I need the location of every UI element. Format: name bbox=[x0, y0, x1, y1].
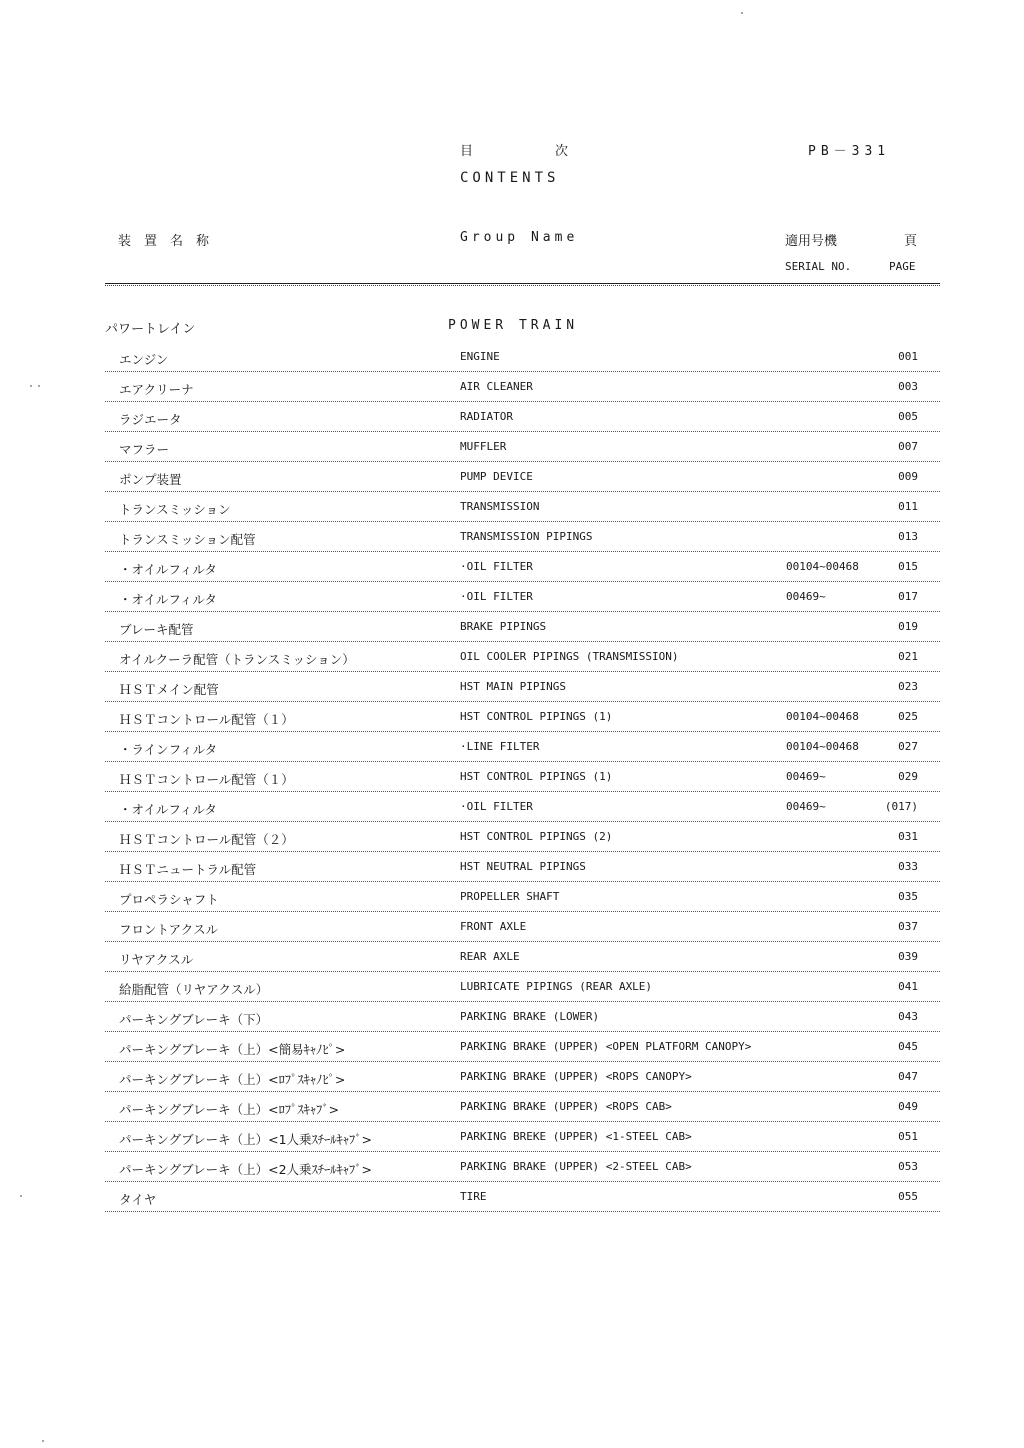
column-header-page: PAGE bbox=[889, 260, 916, 273]
row-name-jp: ＨＳＴニュートラル配管 bbox=[119, 862, 257, 877]
row-name-en: MUFFLER bbox=[460, 440, 507, 453]
table-row bbox=[105, 642, 940, 672]
scan-speck bbox=[38, 385, 40, 387]
table-row bbox=[105, 492, 940, 522]
row-name-jp: ＨＳＴコントロール配管（２） bbox=[119, 832, 294, 847]
table-row bbox=[105, 1182, 940, 1212]
table-row bbox=[105, 912, 940, 942]
table-row bbox=[105, 882, 940, 912]
table-row bbox=[105, 732, 940, 762]
row-name-en: TIRE bbox=[460, 1190, 487, 1203]
row-page: 023 bbox=[898, 680, 918, 693]
row-page: 021 bbox=[898, 650, 918, 663]
table-row bbox=[105, 1122, 940, 1152]
row-page: 045 bbox=[898, 1040, 918, 1053]
row-name-en: TRANSMISSION bbox=[460, 500, 540, 513]
row-name-jp: エンジン bbox=[119, 352, 169, 367]
row-name-jp: パーキングブレーキ（上）<ﾛﾌﾟｽｷｬﾌﾞ> bbox=[119, 1102, 340, 1117]
row-name-en: PROPELLER SHAFT bbox=[460, 890, 560, 903]
table-row bbox=[105, 1152, 940, 1182]
table-row bbox=[105, 942, 940, 972]
column-header-serial-no: SERIAL NO. bbox=[785, 260, 852, 273]
table-row bbox=[105, 582, 940, 612]
row-page: 041 bbox=[898, 980, 918, 993]
column-header-group-name: Group Name bbox=[460, 230, 579, 245]
row-name-jp: パーキングブレーキ（上）<2人乗ｽﾁｰﾙｷｬﾌﾞ> bbox=[119, 1162, 373, 1177]
row-name-en: ·OIL FILTER bbox=[460, 590, 533, 603]
row-name-en: PARKING BRAKE (UPPER) <OPEN PLATFORM CANOPY> bbox=[460, 1040, 752, 1053]
scan-speck bbox=[42, 1440, 44, 1442]
row-page: 031 bbox=[898, 830, 918, 843]
row-name-en: HST CONTROL PIPINGS (2) bbox=[460, 830, 613, 843]
row-page: 001 bbox=[898, 350, 918, 363]
row-name-jp: ブレーキ配管 bbox=[119, 622, 194, 637]
table-row bbox=[105, 612, 940, 642]
column-header-page-jp: 頁 bbox=[904, 234, 918, 249]
row-serial: 00104~00468 bbox=[786, 710, 859, 723]
row-name-en: ·OIL FILTER bbox=[460, 800, 533, 813]
table-row bbox=[105, 672, 940, 702]
header-divider bbox=[105, 283, 940, 286]
table-row bbox=[105, 702, 940, 732]
table-row bbox=[105, 1092, 940, 1122]
row-name-en: PUMP DEVICE bbox=[460, 470, 533, 483]
table-row bbox=[105, 762, 940, 792]
row-name-en: LUBRICATE PIPINGS (REAR AXLE) bbox=[460, 980, 653, 993]
row-page: 043 bbox=[898, 1010, 918, 1023]
row-name-jp: ・オイルフィルタ bbox=[119, 802, 217, 817]
table-row bbox=[105, 402, 940, 432]
table-row bbox=[105, 1062, 940, 1092]
column-header-serial-jp: 適用号機 bbox=[785, 234, 838, 249]
row-name-en: PARKING BRAKE (UPPER) <2-STEEL CAB> bbox=[460, 1160, 692, 1173]
row-name-en: ·LINE FILTER bbox=[460, 740, 540, 753]
row-page: 051 bbox=[898, 1130, 918, 1143]
table-row bbox=[105, 522, 940, 552]
row-page: 003 bbox=[898, 380, 918, 393]
row-page: 007 bbox=[898, 440, 918, 453]
row-name-jp: ＨＳＴメイン配管 bbox=[119, 682, 219, 697]
table-row bbox=[105, 552, 940, 582]
row-name-en: PARKING BRAKE (UPPER) <ROPS CAB> bbox=[460, 1100, 672, 1113]
section-title-jp: パワートレイン bbox=[105, 322, 196, 337]
row-name-en: FRONT AXLE bbox=[460, 920, 527, 933]
row-name-en: PARKING BRAKE (UPPER) <ROPS CANOPY> bbox=[460, 1070, 692, 1083]
row-name-jp: リヤアクスル bbox=[119, 952, 194, 967]
row-page: 053 bbox=[898, 1160, 918, 1173]
row-name-jp: エアクリーナ bbox=[119, 382, 194, 397]
row-page: 011 bbox=[898, 500, 918, 513]
table-row bbox=[105, 462, 940, 492]
row-page: 033 bbox=[898, 860, 918, 873]
row-page: 009 bbox=[898, 470, 918, 483]
row-serial: 00469~ bbox=[786, 800, 826, 813]
row-name-en: TRANSMISSION PIPINGS bbox=[460, 530, 593, 543]
row-name-en: HST CONTROL PIPINGS (1) bbox=[460, 710, 613, 723]
table-row bbox=[105, 792, 940, 822]
row-page: 035 bbox=[898, 890, 918, 903]
table-row bbox=[105, 1032, 940, 1062]
row-page: 005 bbox=[898, 410, 918, 423]
row-page: 055 bbox=[898, 1190, 918, 1203]
row-name-jp: ・ラインフィルタ bbox=[119, 742, 218, 757]
row-name-jp: ＨＳＴコントロール配管（１） bbox=[119, 712, 294, 727]
row-name-jp: ラジエータ bbox=[119, 412, 182, 427]
row-page: 037 bbox=[898, 920, 918, 933]
row-name-jp: パーキングブレーキ（下） bbox=[119, 1012, 269, 1027]
row-page: (017) bbox=[884, 800, 918, 813]
row-name-jp: ＨＳＴコントロール配管（１） bbox=[119, 772, 294, 787]
row-name-en: ·OIL FILTER bbox=[460, 560, 533, 573]
row-name-jp: パーキングブレーキ（上）<簡易ｷｬﾉﾋﾟ> bbox=[119, 1042, 346, 1057]
row-name-jp: フロントアクスル bbox=[119, 922, 219, 937]
row-name-jp: オイルクーラ配管（トランスミッション） bbox=[119, 652, 355, 667]
row-name-jp: プロペラシャフト bbox=[119, 892, 219, 907]
column-header-name-jp: 装置名称 bbox=[118, 234, 223, 249]
scan-speck bbox=[20, 1195, 22, 1197]
contents-table bbox=[105, 342, 940, 1212]
row-name-jp: パーキングブレーキ（上）<1人乗ｽﾁｰﾙｷｬﾌﾞ> bbox=[119, 1132, 373, 1147]
row-page: 013 bbox=[898, 530, 918, 543]
row-page: 017 bbox=[898, 590, 918, 603]
page-title: CONTENTS bbox=[460, 170, 560, 186]
title-japanese: 目 次 bbox=[460, 144, 571, 159]
row-page: 025 bbox=[898, 710, 918, 723]
row-serial: 00469~ bbox=[786, 590, 826, 603]
document-code: PB－331 bbox=[808, 144, 891, 159]
row-name-jp: マフラー bbox=[119, 442, 170, 457]
table-row bbox=[105, 822, 940, 852]
table-row bbox=[105, 1002, 940, 1032]
row-name-en: PARKING BREKE (UPPER) <1-STEEL CAB> bbox=[460, 1130, 692, 1143]
table-row bbox=[105, 972, 940, 1002]
row-name-jp: トランスミッション bbox=[119, 502, 231, 517]
section-title-en: POWER TRAIN bbox=[448, 318, 579, 333]
row-page: 047 bbox=[898, 1070, 918, 1083]
row-name-en: HST CONTROL PIPINGS (1) bbox=[460, 770, 613, 783]
row-page: 039 bbox=[898, 950, 918, 963]
row-page: 049 bbox=[898, 1100, 918, 1113]
row-name-jp: 給脂配管（リヤアクスル） bbox=[119, 982, 269, 997]
row-name-en: PARKING BRAKE (LOWER) bbox=[460, 1010, 600, 1023]
table-row bbox=[105, 342, 940, 372]
row-page: 027 bbox=[898, 740, 918, 753]
row-serial: 00104~00468 bbox=[786, 560, 859, 573]
row-serial: 00104~00468 bbox=[786, 740, 859, 753]
row-name-jp: トランスミッション配管 bbox=[119, 532, 256, 547]
row-name-en: RADIATOR bbox=[460, 410, 513, 423]
row-name-jp: タイヤ bbox=[119, 1192, 157, 1207]
row-name-jp: ポンプ装置 bbox=[119, 472, 182, 487]
row-name-en: ENGINE bbox=[460, 350, 500, 363]
row-name-jp: ・オイルフィルタ bbox=[119, 562, 217, 577]
scan-speck bbox=[30, 385, 32, 387]
row-serial: 00469~ bbox=[786, 770, 826, 783]
table-row bbox=[105, 852, 940, 882]
row-name-en: HST MAIN PIPINGS bbox=[460, 680, 566, 693]
row-page: 019 bbox=[898, 620, 918, 633]
table-row bbox=[105, 432, 940, 462]
row-name-en: AIR CLEANER bbox=[460, 380, 533, 393]
table-row bbox=[105, 372, 940, 402]
row-name-en: HST NEUTRAL PIPINGS bbox=[460, 860, 586, 873]
row-name-jp: パーキングブレーキ（上）<ﾛﾌﾟｽｷｬﾉﾋﾟ> bbox=[119, 1072, 346, 1087]
row-name-en: REAR AXLE bbox=[460, 950, 520, 963]
row-name-en: BRAKE PIPINGS bbox=[460, 620, 547, 633]
row-page: 015 bbox=[898, 560, 918, 573]
row-name-jp: ・オイルフィルタ bbox=[119, 592, 217, 607]
row-name-en: OIL COOLER PIPINGS (TRANSMISSION) bbox=[460, 650, 679, 663]
scan-speck bbox=[741, 12, 743, 14]
row-page: 029 bbox=[898, 770, 918, 783]
